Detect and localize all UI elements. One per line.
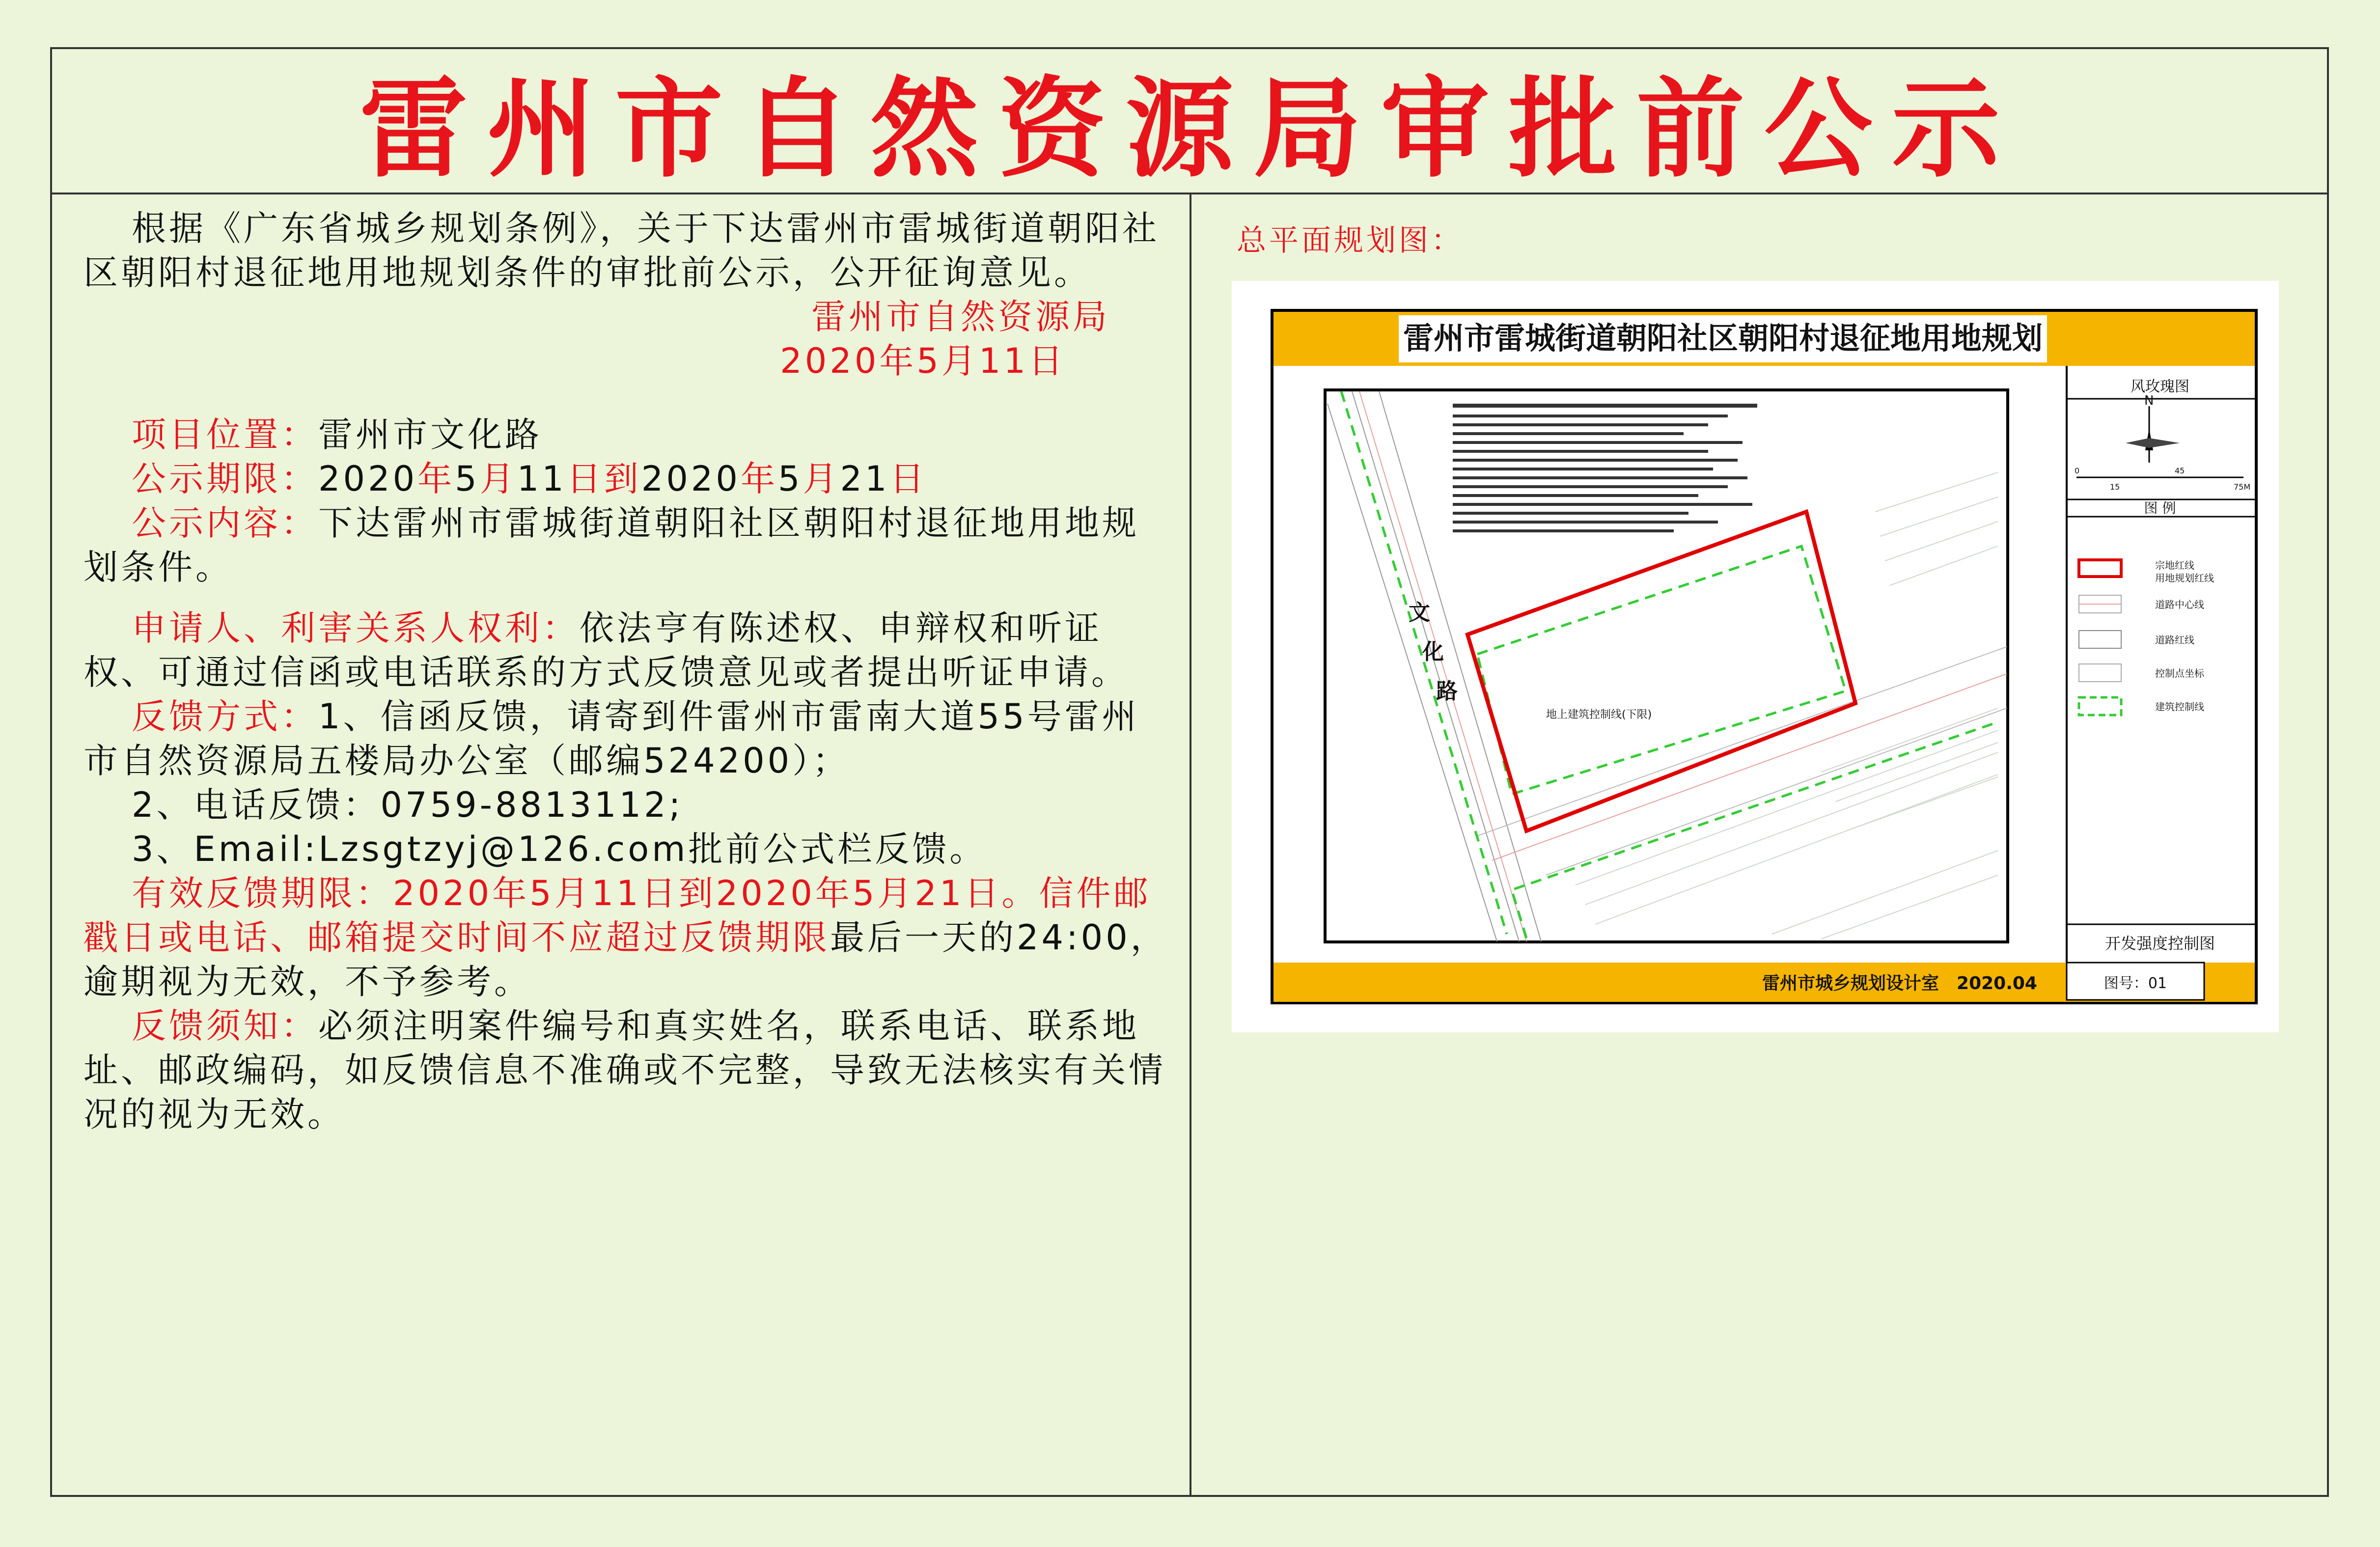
map-label: 总平面规划图： (1237, 223, 1464, 258)
legend-label: 用地规划红线 (2155, 572, 2214, 584)
feedback-label: 反馈方式： (132, 696, 318, 737)
period-part: 月 (479, 459, 517, 499)
intro-paragraph: 根据《广东省城乡规划条例》，关于下达雷州市雷城街道朝阳社区朝阳村退征地用地规划条件的审批前公示，公开征询意见。 (83, 208, 1160, 293)
valid-value-red: 2020年5月11日到2020年5月21日。信件邮戳日或电话、邮箱提交时间不应超过反馈期限 (83, 873, 1151, 958)
period-part: 5 (777, 459, 803, 499)
feedback-mail: 1、信函反馈，请寄到件雷州市雷南大道55号雷州市自然资源局五楼局办公室（邮编524200）； (83, 696, 1139, 781)
control-plan-title: 开发强度控制图 (2104, 934, 2215, 953)
period-part: 年 (740, 459, 778, 499)
legend-label: 控制点坐标 (2155, 667, 2204, 679)
feedback-phone: 2、电话反馈：0759-8813112; (132, 785, 684, 825)
site-plan-svg (1232, 281, 2279, 1032)
site-plan-drawing (1232, 281, 2279, 1032)
period-label: 公示期限： (132, 459, 318, 499)
svg-text:化: 化 (1422, 639, 1444, 664)
valid-label: 有效反馈期限： (132, 873, 393, 913)
svg-text:N: N (2144, 393, 2154, 408)
notice-label: 反馈须知： (132, 1006, 318, 1046)
rights-value: 依法亨有陈述权、申辩权和听证权、可通过信函或电话联系的方式反馈意见或者提出听证申请。 (83, 608, 1129, 692)
period-part: 月 (803, 459, 840, 499)
legend-label: 道路中心线 (2155, 599, 2204, 610)
svg-text:15: 15 (2110, 482, 2120, 492)
notice-value: 必须注明案件编号和真实姓名，联系电话、联系地址、邮政编码，如反馈信息不准确或不完整，导致无法核实有关情况的视为无效。 (83, 1006, 1166, 1134)
signature-date: 2020年5月11日 (780, 341, 1066, 381)
location-label: 项目位置： (132, 414, 318, 455)
period-part: 日 (889, 459, 927, 499)
drawing-title: 雷州市雷城街道朝阳社区朝阳村退征地用地规划 (1403, 320, 2043, 356)
notice-text (83, 206, 1169, 1136)
location-value: 雷州市文化路 (318, 414, 542, 455)
svg-text:文: 文 (1409, 600, 1430, 625)
valid-line (83, 871, 1169, 1004)
period-part: 2020 (641, 459, 741, 499)
wind-rose-title: 风玫瑰图 (2131, 378, 2189, 395)
spacer (83, 383, 1169, 413)
legend-title: 图 例 (2144, 500, 2176, 516)
period-line (83, 457, 1169, 501)
page-title: 雷州市自然资源局审批前公示 (359, 66, 2020, 192)
period-part: 21 (840, 459, 890, 499)
notice-line (83, 1004, 1169, 1136)
drawing-number: 图号：01 (2103, 975, 2167, 992)
legend-label: 宗地红线 (2155, 559, 2194, 571)
period-part: 日到 (566, 459, 641, 499)
building-control-label: 地上建筑控制线(下限) (1546, 709, 1652, 721)
valid-value: 最后一天的24:00，逾期视为无效，不予参考。 (83, 917, 1168, 1002)
rights-line (83, 606, 1169, 694)
feedback-line (83, 694, 1169, 783)
rights-label: 申请人、利害关系人权利： (132, 608, 580, 648)
drawing-footer: 雷州市城乡规划设计室 2020.04 (1762, 973, 2037, 994)
period-part: 11 (517, 459, 567, 499)
content-label: 公示内容： (132, 503, 318, 543)
svg-text:0: 0 (2075, 466, 2080, 475)
svg-text:45: 45 (2175, 466, 2185, 475)
spacer (83, 589, 1169, 606)
map-area (1325, 390, 2008, 942)
legend-label: 建筑控制线 (2155, 701, 2204, 713)
feedback-email: 3、Email:Lzsgtzyj@126.com批前公式栏反馈。 (132, 829, 987, 869)
legend-label: 道路红线 (2155, 634, 2194, 646)
divider-vertical (1190, 193, 1191, 1497)
svg-text:路: 路 (1436, 679, 1458, 704)
content-value: 下达雷州市雷城街道朝阳社区朝阳村退征地用地规划条件。 (83, 503, 1139, 587)
svg-text:75M: 75M (2234, 482, 2251, 492)
signature-org: 雷州市自然资源局 (811, 297, 1110, 337)
period-part: 5 (455, 459, 480, 499)
period-part: 2020 (318, 459, 418, 499)
location-line (83, 413, 1169, 457)
content-line (83, 501, 1169, 589)
period-part: 年 (417, 459, 455, 499)
